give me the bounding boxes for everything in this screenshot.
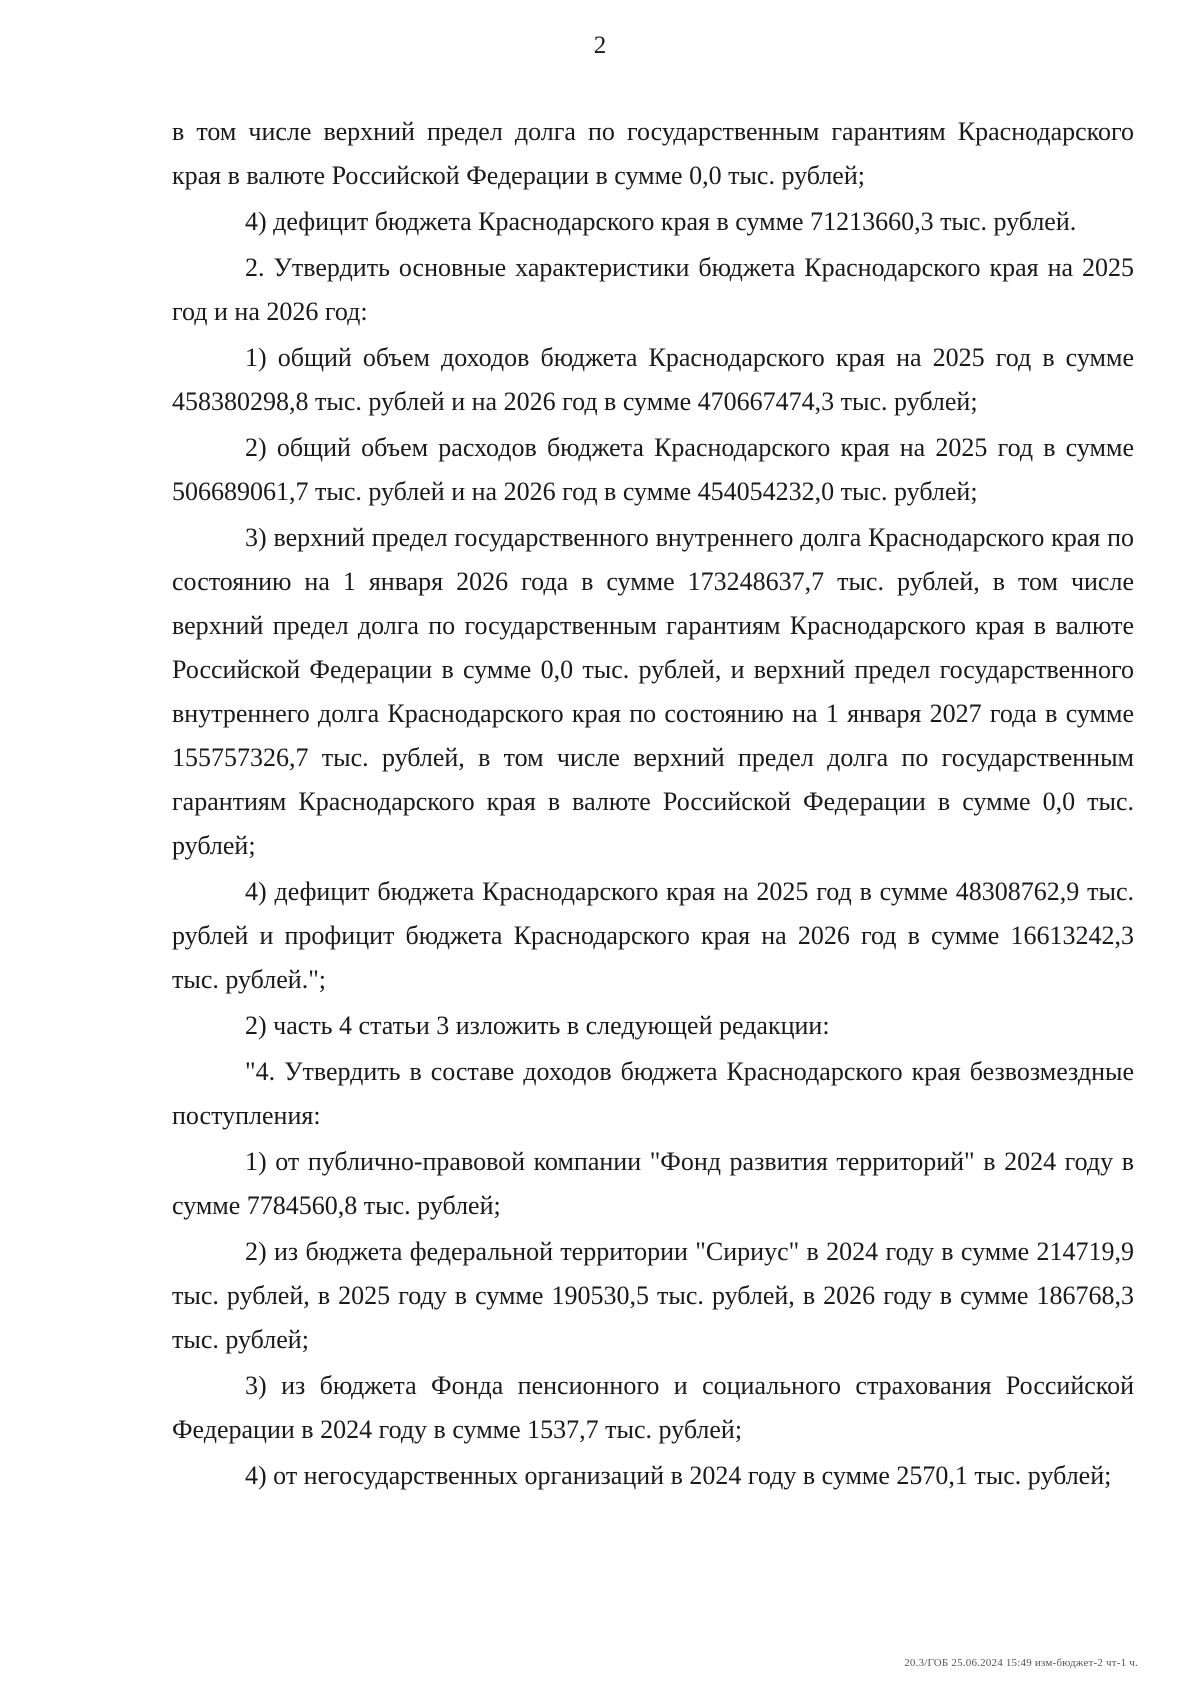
paragraph: 2) из бюджета федеральной территории "Сириус" в 2024 году в сумме 214719,9 тыс. рублей, в 2025 году в сумме 190530,5 тыс. рублей, в 2026 году в сумме 186768,3 тыс. рублей; — [172, 1237, 1134, 1354]
paragraph: 4) дефицит бюджета Краснодарского края в сумме 71213660,3 тыс. рублей. — [245, 207, 1077, 236]
paragraph: "4. Утвердить в составе доходов бюджета Краснодарского края безвозмездные поступления: — [172, 1057, 1134, 1130]
paragraph: 1) от публично-правовой компании "Фонд развития территорий" в 2024 году в сумме 7784560,8 тыс. рублей; — [172, 1147, 1134, 1220]
document-footer-id: 20.3/ГОБ 25.06.2024 15:49 изм-бюджет-2 чт-1 ч. — [904, 1657, 1138, 1669]
document-body — [172, 110, 1134, 1498]
paragraph: в том числе верхний предел долга по государственным гарантиям Краснодарского края в валюте Российской Федерации в сумме 0,0 тыс. рублей; — [172, 117, 1134, 190]
paragraph: 1) общий объем доходов бюджета Краснодарского края на 2025 год в сумме 458380298,8 тыс. рублей и на 2026 год в сумме 470667474,3 тыс. рублей; — [172, 343, 1134, 416]
paragraph: 3) из бюджета Фонда пенсионного и социального страхования Российской Федерации в 2024 году в сумме 1537,7 тыс. рублей; — [172, 1371, 1134, 1444]
paragraph: 2) общий объем расходов бюджета Краснодарского края на 2025 год в сумме 506689061,7 тыс. рублей и на 2026 год в сумме 454054232,0 тыс. рублей; — [172, 433, 1134, 506]
page-number: 2 — [593, 32, 607, 59]
paragraph: 4) дефицит бюджета Краснодарского края на 2025 год в сумме 48308762,9 тыс. рублей и профицит бюджета Краснодарского края на 2026 год в сумме 16613242,3 тыс. рублей."; — [172, 877, 1134, 994]
paragraph: 2. Утвердить основные характеристики бюджета Краснодарского края на 2025 год и на 2026 год: — [172, 253, 1134, 326]
paragraph: 3) верхний предел государственного внутреннего долга Краснодарского края по состоянию на 1 января 2026 года в сумме 173248637,7 тыс. рублей, в том числе верхний предел долга по государственным гарантиям Краснодарского края в валюте Российской Федерации в сумме 0,0 тыс. рублей, и верхний предел государственного внутреннего долга Краснодарского края по состоянию на 1 января 2027 года в сумме 155757326,7 тыс. рублей, в том числе верхний предел долга по государственным гарантиям Краснодарского края в валюте Российской Федерации в сумме 0,0 тыс. рублей; — [172, 523, 1134, 860]
paragraph: 2) часть 4 статьи 3 изложить в следующей редакции: — [245, 1011, 830, 1040]
paragraph: 4) от негосударственных организаций в 2024 году в сумме 2570,1 тыс. рублей; — [245, 1461, 1112, 1490]
